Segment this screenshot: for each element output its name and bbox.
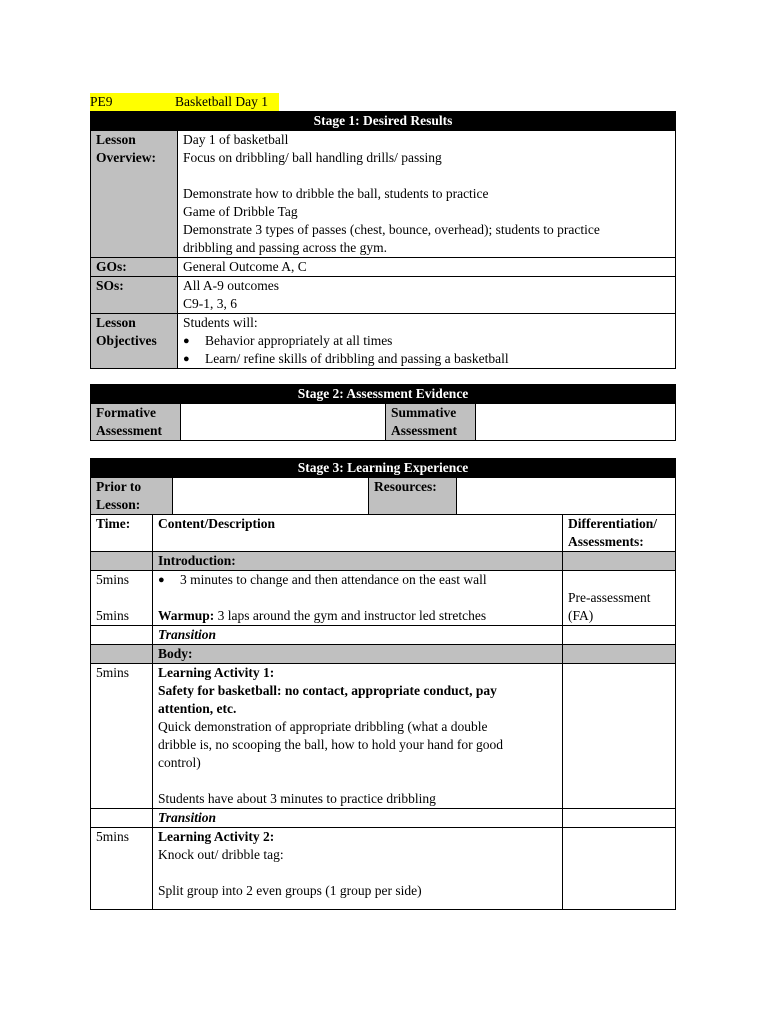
activity1-row xyxy=(91,664,676,809)
differentiation-header xyxy=(563,515,676,552)
overview-label-line2: Overview: xyxy=(96,150,156,165)
formative-label-line1: Formative xyxy=(96,405,156,420)
body-diff xyxy=(563,645,676,664)
intro-content xyxy=(153,571,563,626)
pre-assessment-line1: Pre-assessment xyxy=(568,590,651,605)
formative-value xyxy=(181,404,386,441)
introduction-time xyxy=(91,552,153,571)
introduction-diff xyxy=(563,552,676,571)
gos-value: General Outcome A, C xyxy=(178,258,676,277)
stage3-heading-row xyxy=(91,459,676,478)
prior-label-line1: Prior to xyxy=(96,479,142,494)
overview-label-line1: Lesson xyxy=(96,132,136,147)
prior-label-line2: Lesson: xyxy=(96,497,141,512)
transition-row xyxy=(91,626,676,645)
activity1-demo: dribble is, no scooping the ball, how to hold your hand for good xyxy=(158,737,503,752)
transition-diff xyxy=(563,626,676,645)
overview-content xyxy=(178,131,676,258)
stage1-heading: Stage 1: Desired Results xyxy=(91,112,676,131)
transition-diff xyxy=(563,809,676,828)
activity2-diff xyxy=(563,828,676,910)
activity1-title: Learning Activity 1: xyxy=(158,665,275,680)
gos-row xyxy=(91,258,676,277)
objective-item: ● Learn/ refine skills of dribbling and passing a basketball xyxy=(183,350,670,368)
transition-time xyxy=(91,809,153,828)
stage2-heading-row xyxy=(91,385,676,404)
transition-label: Transition xyxy=(153,626,563,645)
objectives-label xyxy=(91,314,178,369)
content-header: Content/Description xyxy=(153,515,563,552)
formative-label xyxy=(91,404,181,441)
gos-label: GOs: xyxy=(91,258,178,277)
intro-bullet: ● 3 minutes to change and then attendance on the east wall xyxy=(158,571,557,589)
objectives-row xyxy=(91,314,676,369)
prior-lesson-label xyxy=(91,478,173,515)
resources-value xyxy=(457,478,676,515)
intro-content-row xyxy=(91,571,676,626)
overview-line: Game of Dribble Tag xyxy=(183,204,298,219)
activity1-safety: attention, etc. xyxy=(158,701,237,716)
objectives-label-line1: Lesson xyxy=(96,315,136,330)
overview-line: Day 1 of basketball xyxy=(183,132,289,147)
sos-line: C9-1, 3, 6 xyxy=(183,296,237,311)
time-value: 5mins xyxy=(96,572,130,587)
objective-item: ● Behavior appropriately at all times xyxy=(183,332,670,350)
activity1-time: 5mins xyxy=(91,664,153,809)
activity2-title: Learning Activity 2: xyxy=(158,829,275,844)
stage3-table xyxy=(90,458,676,910)
course-code: PE9 xyxy=(90,94,113,109)
diff-header-line2: Assessments: xyxy=(568,534,644,549)
activity2-line: Split group into 2 even groups (1 group per side) xyxy=(158,883,422,898)
assessment-row xyxy=(91,404,676,441)
activity1-demo: Quick demonstration of appropriate dribbling (what a double xyxy=(158,719,488,734)
stage2-table xyxy=(90,384,676,441)
prior-lesson-value xyxy=(173,478,369,515)
intro-diff xyxy=(563,571,676,626)
activity1-practice: Students have about 3 minutes to practice dribbling xyxy=(158,791,436,806)
summative-label xyxy=(386,404,476,441)
body-label: Body: xyxy=(153,645,563,664)
overview-line: Demonstrate 3 types of passes (chest, bounce, overhead); students to practice xyxy=(183,222,600,237)
activity2-time: 5mins xyxy=(91,828,153,910)
transition-row xyxy=(91,809,676,828)
activity1-diff xyxy=(563,664,676,809)
prior-row xyxy=(91,478,676,515)
overview-label xyxy=(91,131,178,258)
overview-line: dribbling and passing across the gym. xyxy=(183,240,387,255)
sos-label: SOs: xyxy=(91,277,178,314)
summative-value xyxy=(476,404,676,441)
stage3-heading: Stage 3: Learning Experience xyxy=(91,459,676,478)
summative-label-line1: Summative xyxy=(391,405,457,420)
time-value: 5mins xyxy=(96,608,130,623)
introduction-row xyxy=(91,552,676,571)
body-row xyxy=(91,645,676,664)
warmup-label: Warmup: xyxy=(158,608,215,623)
objectives-content xyxy=(178,314,676,369)
lesson-title: Basketball Day 1 xyxy=(175,94,268,109)
resources-label: Resources: xyxy=(369,478,457,515)
sos-value xyxy=(178,277,676,314)
sos-line: All A-9 outcomes xyxy=(183,278,279,293)
column-header-row xyxy=(91,515,676,552)
activity2-line: Knock out/ dribble tag: xyxy=(158,847,284,862)
pre-assessment-line2: (FA) xyxy=(568,608,594,623)
stage2-heading: Stage 2: Assessment Evidence xyxy=(91,385,676,404)
diff-header-line1: Differentiation/ xyxy=(568,516,657,531)
summative-label-line2: Assessment xyxy=(391,423,457,438)
objectives-intro: Students will: xyxy=(183,315,258,330)
transition-time xyxy=(91,626,153,645)
overview-line: Demonstrate how to dribble the ball, students to practice xyxy=(183,186,489,201)
intro-times xyxy=(91,571,153,626)
overview-row xyxy=(91,131,676,258)
warmup-text: 3 laps around the gym and instructor led stretches xyxy=(214,608,487,623)
activity1-demo: control) xyxy=(158,755,201,770)
stage1-table xyxy=(90,111,676,369)
activity1-safety: Safety for basketball: no contact, appropriate conduct, pay xyxy=(158,683,497,698)
overview-line: Focus on dribbling/ ball handling drills/ passing xyxy=(183,150,442,165)
page-header xyxy=(90,93,279,111)
introduction-label: Introduction: xyxy=(153,552,563,571)
objectives-label-line2: Objectives xyxy=(96,333,157,348)
transition-label: Transition xyxy=(153,809,563,828)
sos-row xyxy=(91,277,676,314)
activity2-content xyxy=(153,828,563,910)
activity2-row xyxy=(91,828,676,910)
stage1-heading-row xyxy=(91,112,676,131)
time-header: Time: xyxy=(91,515,153,552)
body-time xyxy=(91,645,153,664)
formative-label-line2: Assessment xyxy=(96,423,162,438)
activity1-content xyxy=(153,664,563,809)
